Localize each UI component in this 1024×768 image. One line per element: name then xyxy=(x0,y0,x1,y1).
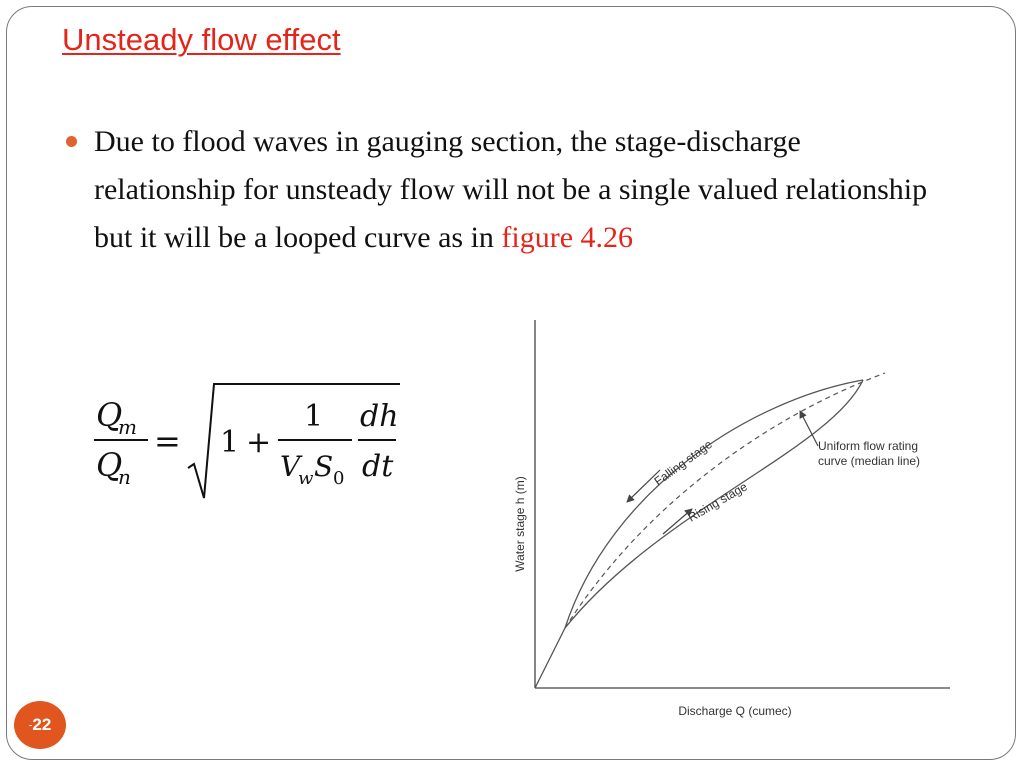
slide-number-value: 22 xyxy=(32,715,52,734)
eq-dt: dt xyxy=(362,449,394,484)
y-axis-label: Water stage h (m) xyxy=(513,476,527,572)
x-axis-label: Discharge Q (cumec) xyxy=(678,704,792,718)
slide-number-badge xyxy=(14,701,66,749)
stage-discharge-figure xyxy=(500,310,970,730)
eq-den-v-sub: w xyxy=(298,468,314,489)
eq-den-v: V xyxy=(280,450,301,483)
rising-stage-label: Rising stage xyxy=(685,479,750,525)
slide-number xyxy=(29,715,52,735)
bullet-dot-icon xyxy=(66,136,77,147)
eq-den-s: S xyxy=(314,450,334,483)
slide-title: Unsteady flow effect xyxy=(62,22,341,57)
eq-den-s-sub: 0 xyxy=(333,468,345,489)
falling-stage-label: Falling stage xyxy=(651,437,715,489)
eq-one: 1 xyxy=(220,425,240,460)
eq-lhs-num-sub: m xyxy=(118,415,137,439)
eq-dh: dh xyxy=(360,399,399,434)
bullet-text xyxy=(94,118,946,262)
slide-number-prefix: - xyxy=(28,719,33,732)
eq-equals: = xyxy=(154,422,181,460)
eq-lhs-den: Q xyxy=(96,446,123,484)
eq-plus: + xyxy=(246,425,272,460)
bullet-item xyxy=(66,118,946,262)
eq-frac-num: 1 xyxy=(304,399,324,434)
figure-reference: figure 4.26 xyxy=(501,221,634,254)
initial-segment xyxy=(535,628,565,688)
eq-lhs-den-sub: n xyxy=(118,465,131,489)
equation xyxy=(90,370,420,510)
uniform-label-line-1: Uniform flow rating xyxy=(818,439,919,453)
uniform-label-line-2: curve (median line) xyxy=(818,454,921,468)
eq-lhs-num: Q xyxy=(96,396,123,434)
bullet-body-text: Due to flood waves in gauging section, the stage-discharge relationship for unsteady flow will not be a single valued relationship but it will be a looped curve as in xyxy=(94,125,928,254)
